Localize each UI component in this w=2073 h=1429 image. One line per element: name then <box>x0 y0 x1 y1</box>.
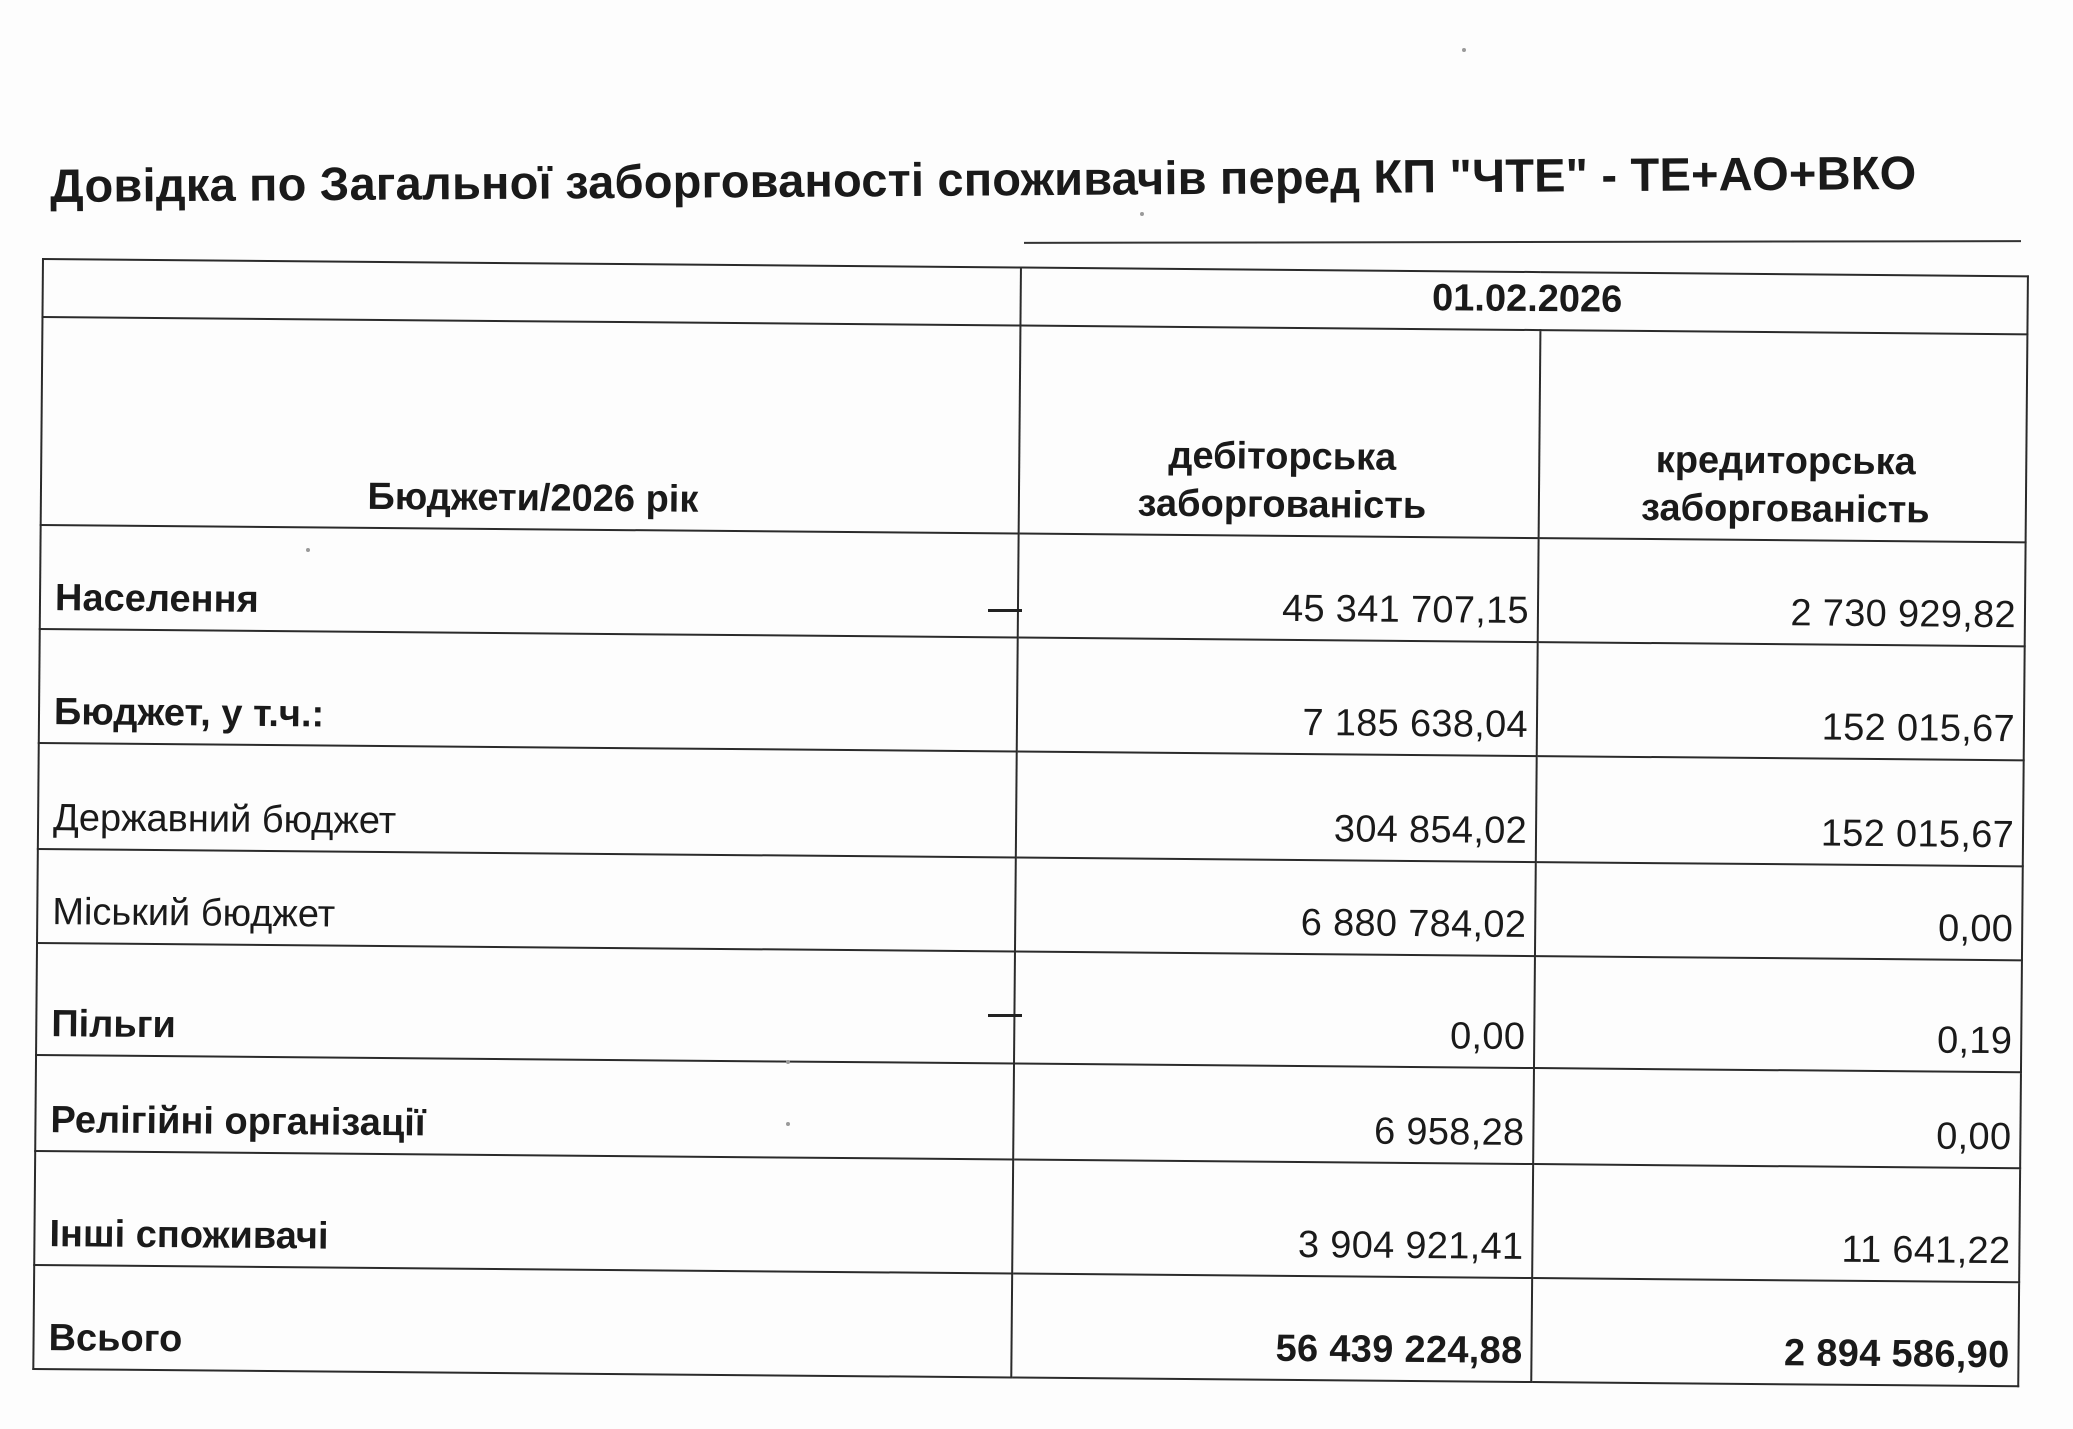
credit-value: 152 015,67 <box>1537 642 2025 760</box>
scan-speck <box>1140 212 1144 216</box>
row-label-religious: Релігійні організації <box>35 1055 1014 1160</box>
debit-value: 7 185 638,04 <box>1017 638 1538 757</box>
row-label-city-budget: Міський бюджет <box>37 849 1016 952</box>
scan-speck <box>786 1060 790 1064</box>
column-header-row <box>41 317 2028 542</box>
debt-summary-table <box>32 258 2029 1387</box>
debt-table-container <box>32 258 2027 1387</box>
debit-column-header <box>1019 326 1541 539</box>
scan-speck <box>786 1122 790 1126</box>
row-label-state-budget: Державний бюджет <box>38 743 1017 858</box>
title-divider <box>1024 240 2021 244</box>
table-row <box>36 943 2022 1072</box>
row-label-total: Всього <box>33 1265 1012 1378</box>
report-date: 01.02.2026 <box>1020 268 2027 335</box>
debit-value: 45 341 707,15 <box>1018 534 1539 643</box>
scan-mark <box>988 609 1022 612</box>
empty-corner-cell <box>42 259 1020 326</box>
credit-value: 152 015,67 <box>1536 756 2024 866</box>
credit-value: 0,00 <box>1535 862 2023 960</box>
row-label-benefits: Пільги <box>36 943 1015 1064</box>
credit-value: 0,00 <box>1533 1068 2021 1168</box>
total-debit-value: 56 439 224,88 <box>1011 1274 1532 1383</box>
credit-value: 2 730 929,82 <box>1538 538 2026 646</box>
debit-value: 0,00 <box>1014 952 1535 1069</box>
credit-header-line2: заборгованість <box>1640 486 1930 531</box>
credit-value: 0,19 <box>1534 956 2022 1072</box>
table-row <box>39 629 2025 760</box>
credit-column-header <box>1539 330 2028 542</box>
table-row <box>35 1055 2021 1168</box>
debit-value: 304 854,02 <box>1016 752 1537 863</box>
debit-value: 3 904 921,41 <box>1012 1160 1533 1279</box>
table-row <box>34 1151 2020 1282</box>
row-label-other-consumers: Інші споживачі <box>34 1151 1013 1274</box>
total-row <box>33 1265 2019 1386</box>
document-title: Довідка по Загальної заборгованості споживачів перед КП "ЧТЕ" - ТЕ+АО+ВКО <box>50 145 1917 212</box>
debit-header-line1: дебіторська <box>1168 434 1397 479</box>
scan-mark <box>988 1014 1022 1017</box>
table-row <box>37 849 2023 960</box>
table-row <box>40 525 2026 646</box>
row-header-label: Бюджети/2026 рік <box>41 317 1021 534</box>
row-label-budget: Бюджет, у т.ч.: <box>39 629 1018 752</box>
table-row <box>38 743 2024 866</box>
credit-header-line1: кредиторська <box>1655 439 1916 484</box>
scan-speck <box>1462 48 1466 52</box>
total-credit-value: 2 894 586,90 <box>1531 1278 2019 1386</box>
debit-value: 6 880 784,02 <box>1015 858 1536 957</box>
debit-header-line2: заборгованість <box>1137 482 1427 527</box>
scan-speck <box>306 548 310 552</box>
row-label-population: Населення <box>40 525 1019 638</box>
credit-value: 11 641,22 <box>1532 1164 2020 1282</box>
debit-value: 6 958,28 <box>1013 1064 1534 1165</box>
